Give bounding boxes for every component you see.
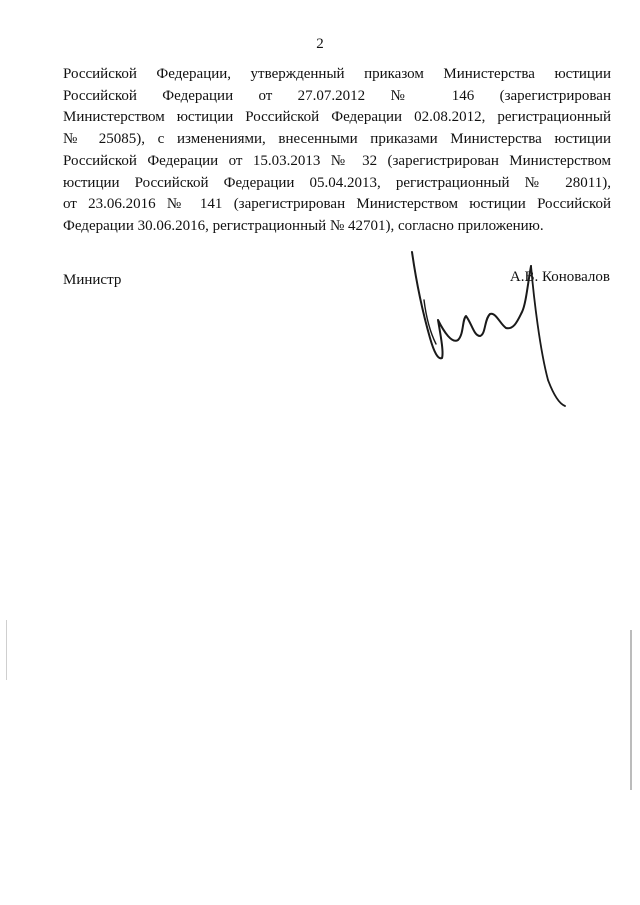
paragraph-line: от 23.06.2016 № 141 (зарегистрирован Министерством юстиции Российской <box>63 196 611 213</box>
paragraph-line: Федерации 30.06.2016, регистрационный № 42701), согласно приложению. <box>63 217 544 234</box>
page-number: 2 <box>316 36 324 52</box>
paragraph-line: юстиции Российской Федерации 05.04.2013, регистрационный № 28011), <box>63 174 611 191</box>
signatory-name: А.В. Коновалов <box>509 269 610 285</box>
signatory-title: Министр <box>63 272 122 288</box>
paragraph-line: Российской Федерации, утвержденный приказом Министерства юстиции <box>63 66 611 82</box>
handwritten-signature <box>400 240 580 415</box>
paragraph-line: № 25085), с изменениями, внесенными приказами Министерства юстиции <box>63 131 611 148</box>
paragraph-line: Российской Федерации от 27.07.2012 № 146 (зарегистрирован <box>63 87 611 104</box>
body-paragraph <box>63 64 611 238</box>
scan-edge-mark <box>6 620 7 680</box>
paragraph-line: Министерством юстиции Российской Федерации 02.08.2012, регистрационный <box>63 109 611 126</box>
scan-edge-mark <box>630 630 632 790</box>
paragraph-line: Российской Федерации от 15.03.2013 № 32 (зарегистрирован Министерством <box>63 152 611 169</box>
